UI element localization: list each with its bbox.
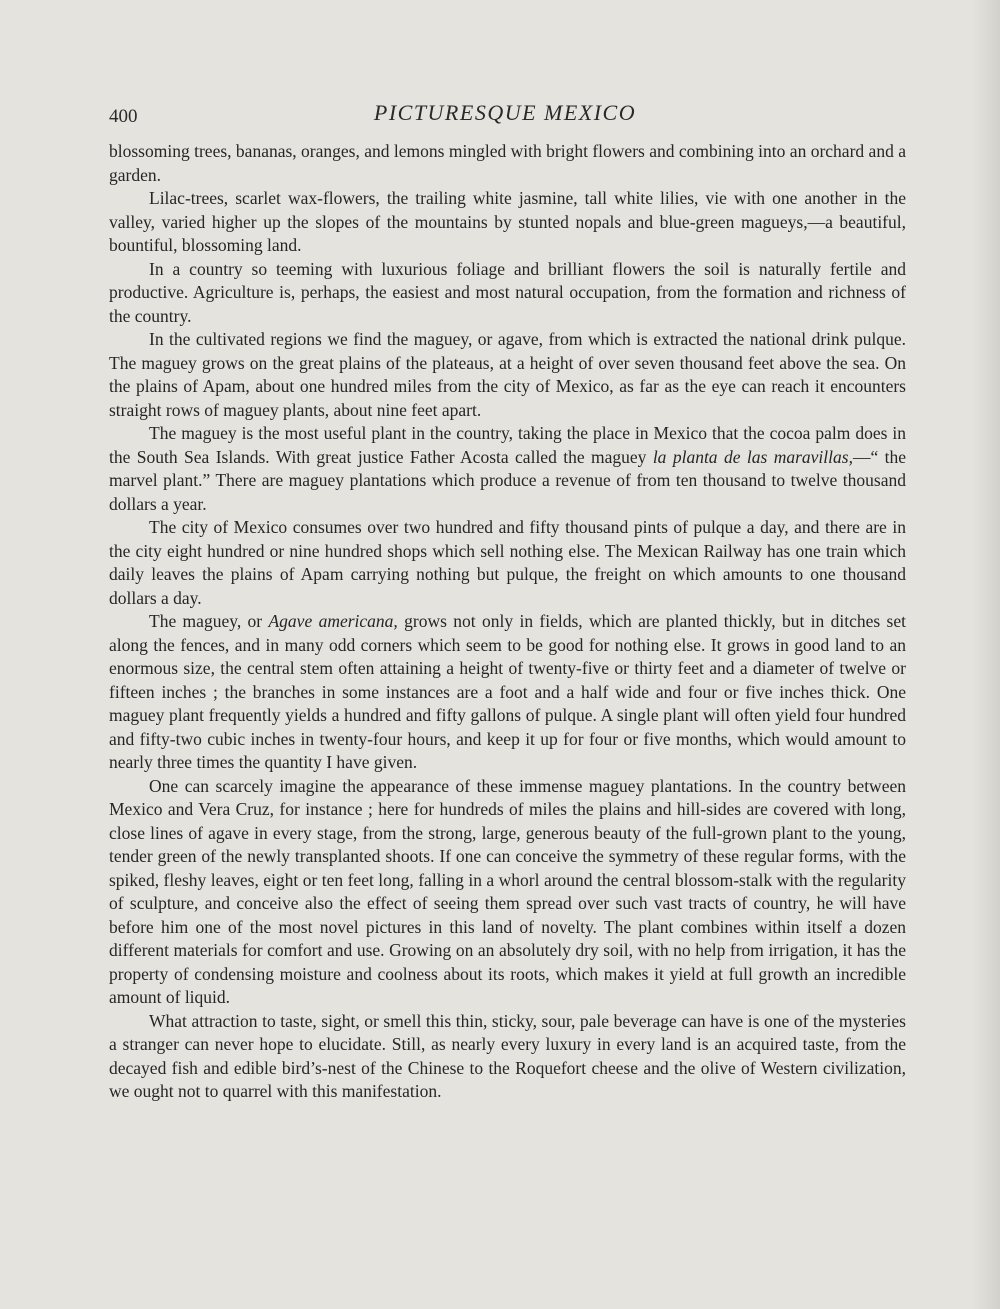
running-title: PICTURESQUE MEXICO xyxy=(373,100,637,125)
page-header xyxy=(109,100,901,136)
paragraph-5 xyxy=(109,422,906,516)
page-edge-shadow xyxy=(972,0,1000,1309)
paragraph-4: In the cultivated regions we find the maguey, or agave, from which is extracted the national drink pulque. The maguey grows on the great plains of the plateaus, at a height of over seven thousand feet above the sea. On the plains of Apam, about one hundred miles from the city of Mexico, as far as the eye can reach it encounters straight rows of maguey plants, about nine feet apart. xyxy=(109,329,906,420)
paragraph-7-italic: Agave americana, xyxy=(268,611,398,631)
paragraph-8: One can scarcely imagine the appearance of these immense maguey plantations. In the country between Mexico and Vera Cruz, for instance ; here for hundreds of miles the plains and hill-sides are covered with long, close lines of agave in every stage, from the strong, large, generous beauty of the full-grown plant to the young, tender green of the newly transplanted shoots. If one can conceive the symmetry of these regular forms, with the spiked, fleshy leaves, eight or ten feet long, falling in a whorl around the central blossom-stalk with the regularity of sculpture, and conceive also the effect of seeing them spread over such vast tracts of country, he will have before him one of the most novel pictures in this land of novelty. The plant combines within itself a dozen different materials for comfort and use. Growing on an absolutely dry soil, with no help from irrigation, it has the property of condensing moisture and coolness about its roots, which makes it yield at full growth an incredible amount of liquid. xyxy=(109,775,906,1007)
paragraph-2: Lilac-trees, scarlet wax-flowers, the trailing white jasmine, tall white lilies, vie with one another in the valley, varied higher up the slopes of the mountains by stunted nopals and blue-green magueys,—a beautiful, bountiful, blossoming land. xyxy=(109,188,906,255)
page-number: 400 xyxy=(109,106,138,127)
paragraph-5-italic: la planta de las maravillas, xyxy=(652,446,853,467)
paragraph-7-text-b: grows not only in fields, which are planted thickly, but in ditches set along the fences, and in many odd corners which seem to be good for nothing else. It grows in good land to an enormous size, the central stem often attaining a height of twenty-five or thirty feet and a diameter of twelve or fifteen inches ; the branches in some instances are a foot and a half wide and four or five inches thick. One maguey plant frequently yields a hundred and fifty gallons of pulque. A single plant will often yield four hundred and fifty-two cubic inches in twenty-four hours, and keep it up for four or five months, which would amount to nearly three times the quantity I have given. xyxy=(109,611,906,772)
paragraph-5-text-b: —“ the marvel plant.” There are maguey plantations which produce a revenue of from ten thousand to twelve thousand dollars a year. xyxy=(109,446,907,514)
paragraph-3: In a country so teeming with luxurious foliage and brilliant flowers the soil is naturally fertile and productive. Agriculture is, perhaps, the easiest and most natural occupation, from the formation and richness of the country. xyxy=(109,258,906,326)
paragraph-9: What attraction to taste, sight, or smell this thin, sticky, sour, pale beverage can have is one of the mysteries a stranger can never hope to elucidate. Still, as nearly every luxury in every land is an acquired taste, from the decayed fish and edible bird’s-nest of the Chinese to the Roquefort cheese and the olive of Western civilization, we ought not to quarrel with this manifestation. xyxy=(109,1010,906,1101)
paragraph-6: The city of Mexico consumes over two hundred and fifty thousand pints of pulque a day, and there are in the city eight hundred or nine hundred shops which sell nothing else. The Mexican Railway has one train which daily leaves the plains of Apam carrying nothing but pulque, the freight on which amounts to one thousand dollars a day. xyxy=(109,517,906,608)
paragraph-7-text-a: The maguey, or xyxy=(149,611,269,631)
paragraph-5-text-a: The maguey is the most useful plant in the country, taking the place in Mexico that the cocoa palm does in the South Sea Islands. With great justice Father Acosta called the maguey xyxy=(109,423,906,467)
paragraph-1: blossoming trees, bananas, oranges, and lemons mingled with bright flowers and combining into an orchard and a garden. xyxy=(109,141,906,185)
body-text xyxy=(109,140,906,1104)
paragraph-7 xyxy=(109,610,906,775)
